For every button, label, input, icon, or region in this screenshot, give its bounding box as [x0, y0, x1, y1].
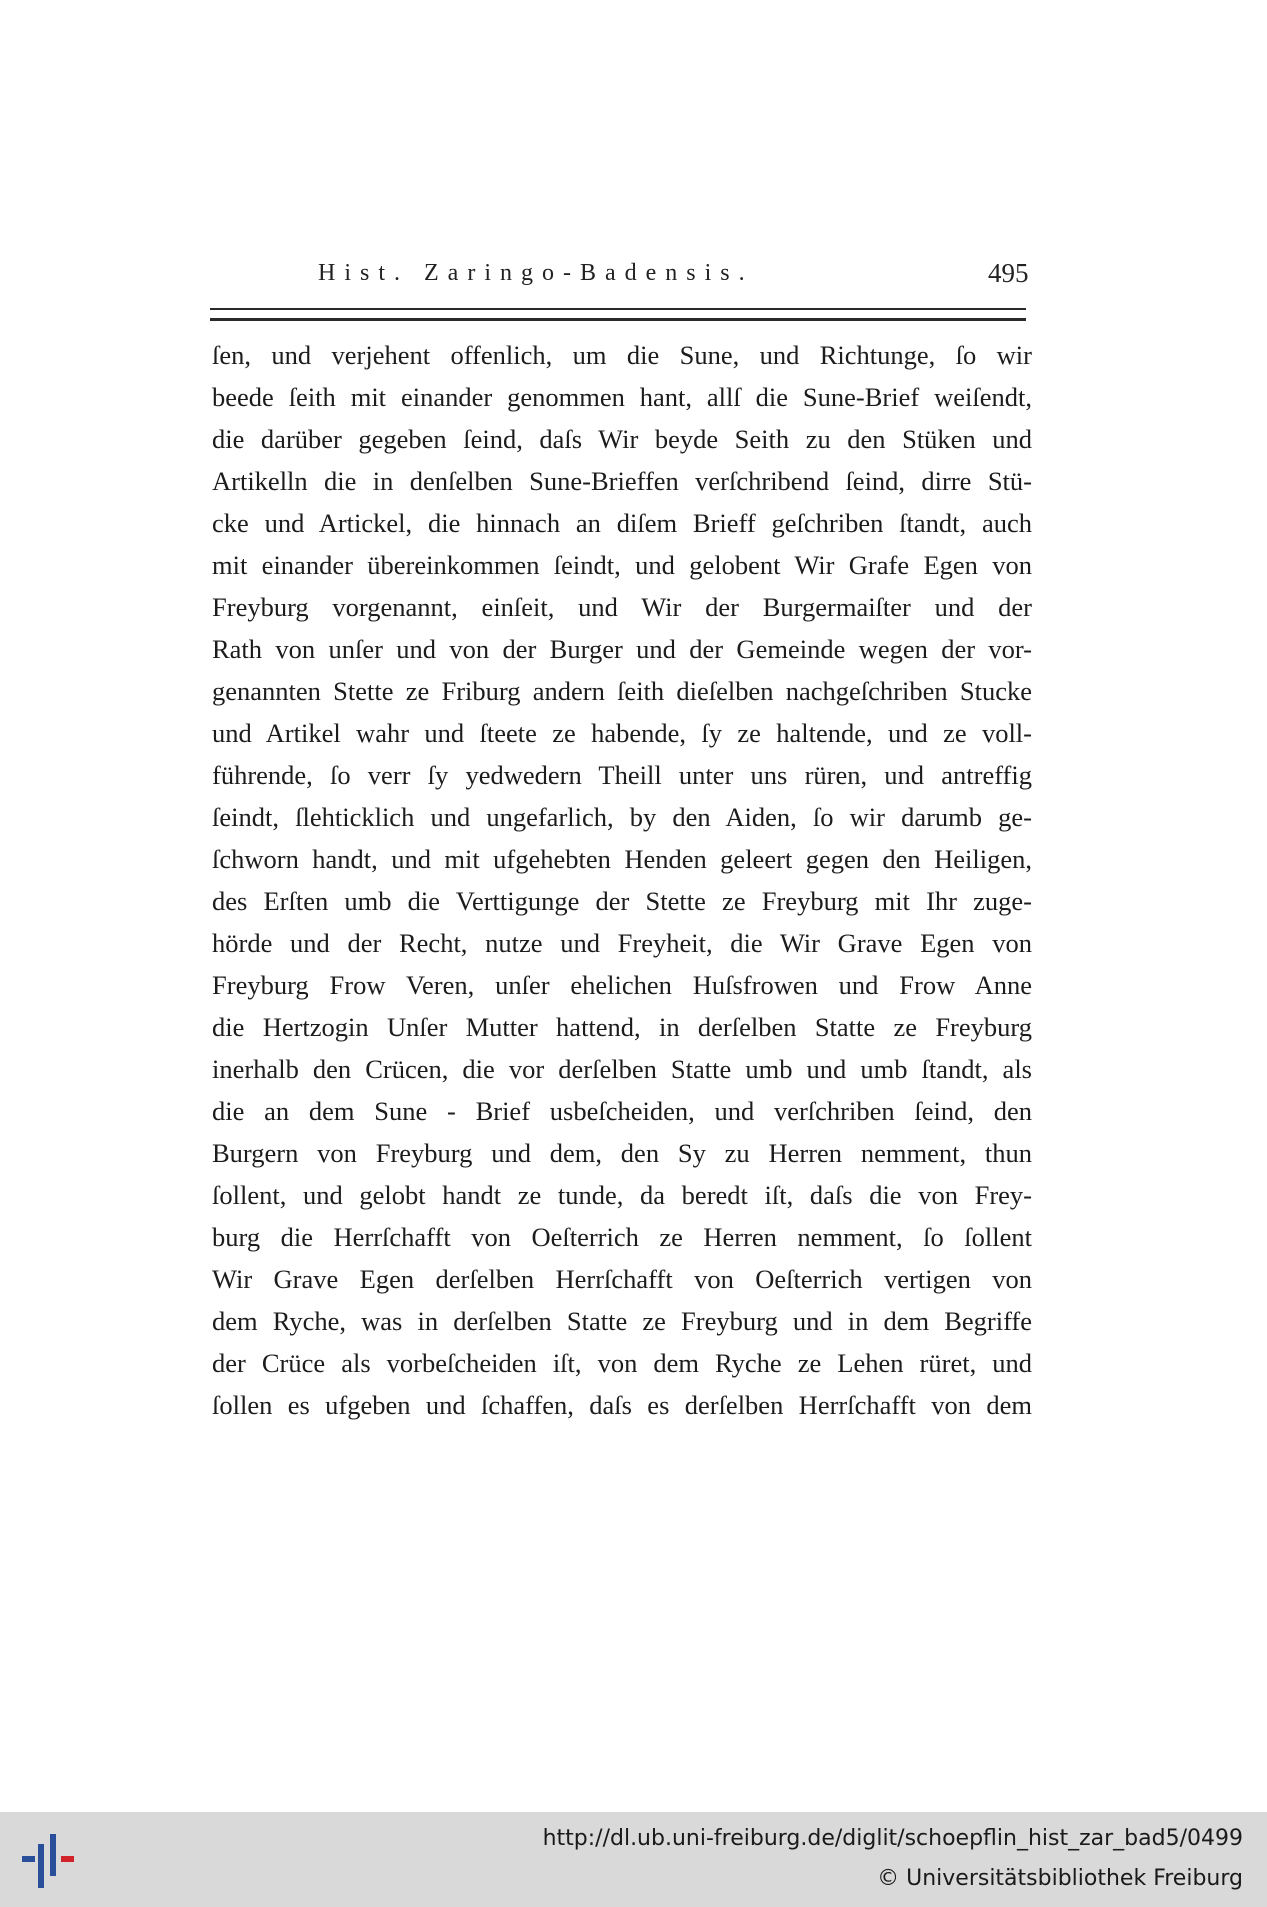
ub-freiburg-logo-icon: [18, 1832, 78, 1892]
text-line: die Hertzogin Unſer Mutter hattend, in derſelben Statte ze Freyburg: [212, 1012, 1032, 1042]
text-line: ſollen es ufgeben und ſchaffen, daſs es derſelben Herrſchafft von dem: [212, 1390, 1032, 1420]
text-line: und Artikel wahr und ſteete ze habende, ſy ze haltende, und ze voll-: [212, 718, 1032, 748]
text-line: Wir Grave Egen derſelben Herrſchafft von Oeſterrich vertigen von: [212, 1264, 1032, 1294]
text-line: mit einander übereinkommen ſeindt, und gelobent Wir Grafe Egen von: [212, 550, 1032, 580]
text-line: dem Ryche, was in derſelben Statte ze Freyburg und in dem Begriffe: [212, 1306, 1032, 1336]
copyright-notice: © Universitätsbibliothek Freiburg: [877, 1866, 1243, 1891]
text-line: ſeindt, ſlehticklich und ungefarlich, by den Aiden, ſo wir darumb ge-: [212, 802, 1032, 832]
text-line: die an dem Sune - Brief usbeſcheiden, und verſchriben ſeind, den: [212, 1096, 1032, 1126]
text-line: Artikelln die in denſelben Sune-Brieffen verſchribend ſeind, dirre Stü-: [212, 466, 1032, 496]
text-line: ſen, und verjehent offenlich, um die Sune, und Richtunge, ſo wir: [212, 340, 1032, 370]
text-line: genannten Stette ze Friburg andern ſeith dieſelben nachgeſchriben Stucke: [212, 676, 1032, 706]
text-line: beede ſeith mit einander genommen hant, allſ die Sune-Brief weiſendt,: [212, 382, 1032, 412]
text-line: ſollent, und gelobt handt ze tunde, da beredt iſt, daſs die von Frey-: [212, 1180, 1032, 1210]
running-head: Hist. Zaringo-Badensis.: [318, 260, 754, 286]
text-line: inerhalb den Crücen, die vor derſelben Statte umb und umb ſtandt, als: [212, 1054, 1032, 1084]
text-line: Burgern von Freyburg und dem, den Sy zu Herren nemment, thun: [212, 1138, 1032, 1168]
text-line: hörde und der Recht, nutze und Freyheit, die Wir Grave Egen von: [212, 928, 1032, 958]
text-line: des Erſten umb die Verttigunge der Stette ze Freyburg mit Ihr zuge-: [212, 886, 1032, 916]
page-number: 495: [988, 258, 1029, 288]
text-line: führende, ſo verr ſy yedwedern Theill unter uns rüren, und antreffig: [212, 760, 1032, 790]
text-line: ſchworn handt, und mit ufgehebten Henden geleert gegen den Heiligen,: [212, 844, 1032, 874]
body-text: [212, 334, 1032, 1426]
text-line: der Crüce als vorbeſcheiden iſt, von dem Ryche ze Lehen rüret, und: [212, 1348, 1032, 1378]
text-line: burg die Herrſchafft von Oeſterrich ze Herren nemment, ſo ſollent: [212, 1222, 1032, 1252]
text-line: die darüber gegeben ſeind, daſs Wir beyde Seith zu den Stüken und: [212, 424, 1032, 454]
text-line: Rath von unſer und von der Burger und der Gemeinde wegen der vor-: [212, 634, 1032, 664]
footer-bar: [0, 1812, 1267, 1907]
text-line: Freyburg Frow Veren, unſer ehelichen Huſsfrowen und Frow Anne: [212, 970, 1032, 1000]
header-rule-thin: [210, 308, 1026, 310]
text-line: cke und Artickel, die hinnach an diſem Brieff geſchriben ſtandt, auch: [212, 508, 1032, 538]
source-url-link[interactable]: http://dl.ub.uni-freiburg.de/diglit/schoepflin_hist_zar_bad5/0499: [542, 1826, 1243, 1851]
text-line: Freyburg vorgenannt, einſeit, und Wir der Burgermaiſter und der: [212, 592, 1032, 622]
header-rule-thick: [210, 318, 1026, 321]
